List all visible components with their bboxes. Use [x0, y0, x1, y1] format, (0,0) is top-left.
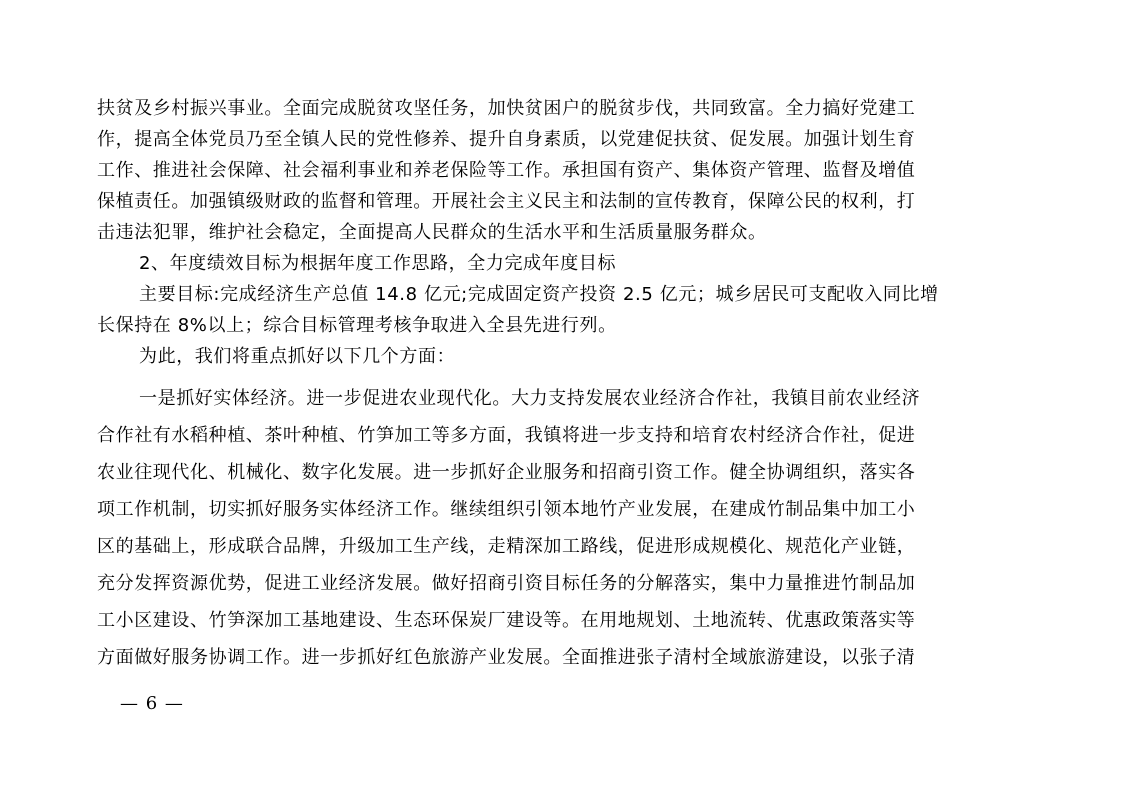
body-line-2: 作，提高全体党员乃至全镇人民的党性修养、提升自身素质，以党建促扶贫、促发展。加强计划生育: [97, 129, 916, 150]
body-line-4: 保植责任。加强镇级财政的监督和管理。开展社会主义民主和法制的宣传教育，保障公民的权利，打: [97, 191, 916, 212]
body-line-3: 工作、推进社会保障、社会福利事业和养老保险等工作。承担国有资产、集体资产管理、监督及增值: [97, 160, 916, 181]
body-line-8: 长保持在 8%以上；综合目标管理考核争取进入全县先进行列。: [97, 315, 617, 336]
section-heading: 2、年度绩效目标为根据年度工作思路，全力完成年度目标: [139, 253, 617, 274]
body-line-5: 击违法犯罪，维护社会稳定，全面提高人民群众的生活水平和生活质量服务群众。: [97, 222, 767, 243]
body-line-12: 农业往现代化、机械化、数字化发展。进一步抓好企业服务和招商引资工作。健全协调组织，落实各: [97, 462, 916, 483]
body-line-7: 主要目标:完成经济生产总值 14.8 亿元;完成固定资产投资 2.5 亿元；城乡居民可支配收入同比增: [139, 284, 939, 305]
body-line-15: 充分发挥资源优势，促进工业经济发展。做好招商引资目标任务的分解落实，集中力量推进竹制品加: [97, 573, 916, 594]
body-line-9: 为此，我们将重点抓好以下几个方面：: [139, 346, 456, 367]
body-line-11: 合作社有水稻种植、茶叶种植、竹笋加工等多方面，我镇将进一步支持和培育农村经济合作社，促进: [97, 425, 916, 446]
body-line-13: 项工作机制，切实抓好服务实体经济工作。继续组织引领本地竹产业发展，在建成竹制品集中加工小: [97, 499, 916, 520]
body-line-14: 区的基础上，形成联合品牌，升级加工生产线，走精深加工路线，促进形成规模化、规范化产业链，: [97, 536, 916, 557]
body-line-16: 工小区建设、竹笋深加工基地建设、生态环保炭厂建设等。在用地规划、土地流转、优惠政策落实等: [97, 610, 916, 631]
body-line-10: 一是抓好实体经济。进一步促进农业现代化。大力支持发展农业经济合作社，我镇目前农业经济: [139, 388, 921, 409]
body-line-17: 方面做好服务协调工作。进一步抓好红色旅游产业发展。全面推进张子清村全域旅游建设，以张子清: [97, 647, 916, 668]
page-number: — 6 —: [120, 693, 184, 714]
body-line-1: 扶贫及乡村振兴事业。全面完成脱贫攻坚任务，加快贫困户的脱贫步伐，共同致富。全力搞好党建工: [97, 98, 916, 119]
